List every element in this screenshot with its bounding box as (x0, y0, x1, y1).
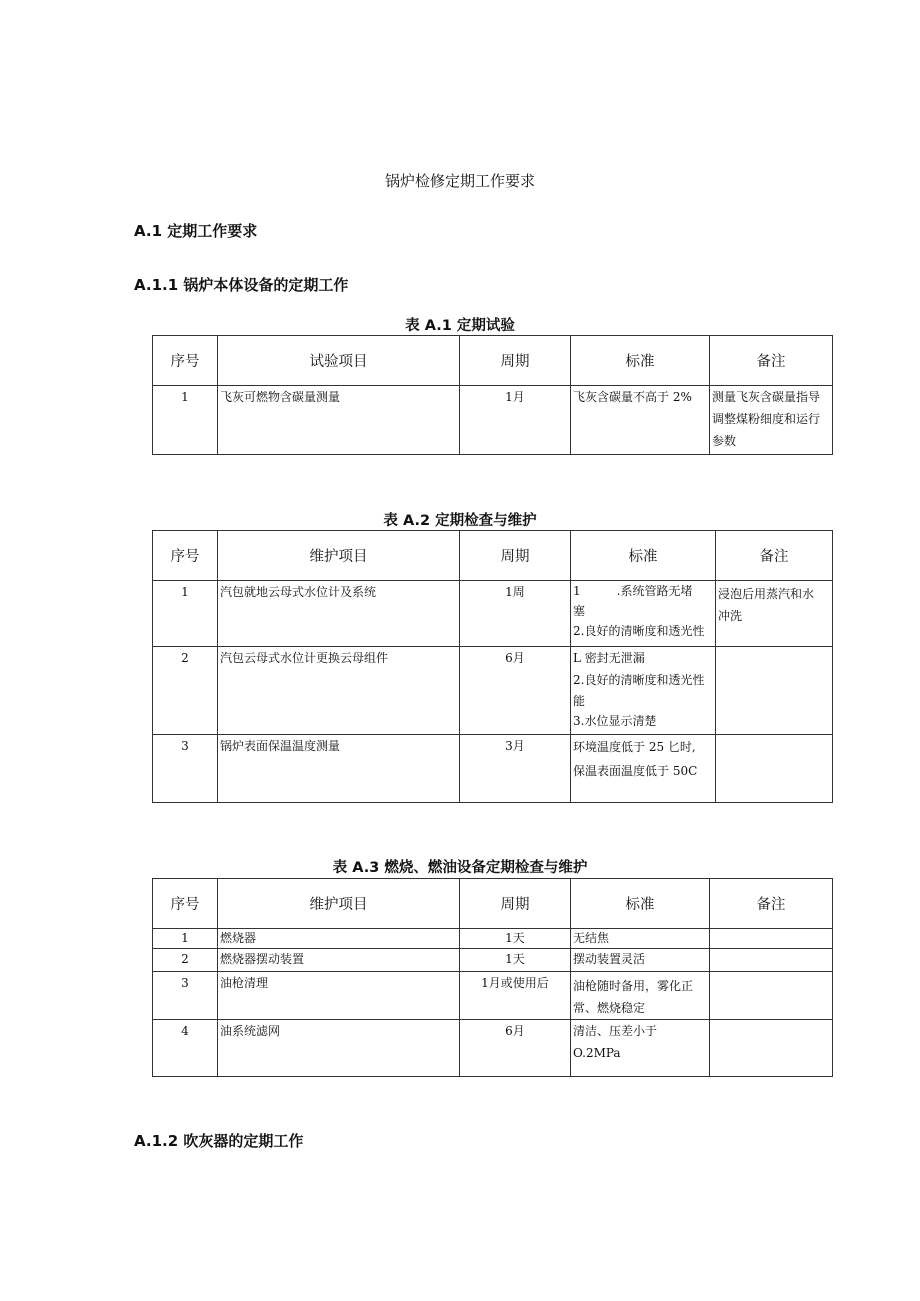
note-line: 冲洗 (718, 609, 743, 623)
standard-line: 1 .系统管路无堵 (573, 584, 693, 598)
table-row (153, 647, 833, 735)
cell-note (710, 972, 833, 1020)
cell-item: 汽包云母式水位计更换云母组件 (218, 647, 460, 735)
section-heading-a11: A.1.1 锅炉本体设备的定期工作 (134, 276, 349, 294)
table-a1-caption: 表 A.1 定期试验 (405, 318, 515, 334)
standard-line: 保温表面温度低于 50C (573, 764, 698, 778)
cell-item: 油系统滤网 (218, 1020, 460, 1077)
header-no: 序号 (153, 531, 218, 581)
header-no: 序号 (153, 336, 218, 386)
note-line: 浸泡后用蒸汽和水 (718, 587, 815, 601)
standard-line: L 密封无泄漏 (573, 651, 645, 665)
header-note: 备注 (710, 336, 833, 386)
cell-cycle: 3月 (460, 735, 571, 803)
header-standard: 标准 (571, 531, 716, 581)
table-row (153, 386, 833, 455)
standard-line: 飞灰含碳量不高于 2% (573, 390, 692, 404)
standard-line: 2.良好的清晰度和透光性 (573, 624, 705, 638)
cell-standard (571, 735, 716, 803)
table-row (153, 1020, 833, 1077)
standard-line: 油枪随时备用，雾化正 (573, 979, 694, 993)
cell-no: 1 (153, 386, 218, 455)
cell-no: 2 (153, 647, 218, 735)
cell-no: 2 (153, 949, 218, 972)
header-note: 备注 (710, 879, 833, 929)
cell-standard (571, 972, 710, 1020)
cell-no: 3 (153, 972, 218, 1020)
table-header-row (153, 879, 833, 929)
note-line: 调整煤粉细度和运行 (712, 412, 821, 426)
cell-cycle: 1月 (460, 386, 571, 455)
table-row (153, 929, 833, 949)
note-line: 参数 (712, 434, 737, 448)
standard-line: 塞 (573, 604, 586, 618)
header-standard: 标准 (571, 879, 710, 929)
cell-note (710, 929, 833, 949)
table-a2-caption: 表 A.2 定期检查与维护 (383, 513, 537, 529)
header-standard: 标准 (571, 336, 710, 386)
standard-line: 无结焦 (573, 931, 610, 945)
standard-line: 环境温度低于 25 匕时, (573, 740, 696, 754)
standard-line: O.2MPa (573, 1046, 621, 1060)
table-row (153, 735, 833, 803)
cell-standard (571, 581, 716, 647)
header-item: 试验项目 (218, 336, 460, 386)
cell-cycle: 1周 (460, 581, 571, 647)
header-note: 备注 (716, 531, 833, 581)
cell-no: 3 (153, 735, 218, 803)
cell-note (710, 386, 833, 455)
section-heading-a1: A.1 定期工作要求 (134, 222, 258, 240)
cell-item: 燃烧器 (218, 929, 460, 949)
cell-item: 飞灰可燃物含碳量测量 (218, 386, 460, 455)
cell-standard (571, 929, 710, 949)
standard-line: 3.水位显示清楚 (573, 714, 657, 728)
header-item: 维护项目 (218, 531, 460, 581)
header-cycle: 周期 (460, 879, 571, 929)
cell-standard (571, 386, 710, 455)
note-line: 测量飞灰含碳量指导 (712, 390, 821, 404)
table-row (153, 949, 833, 972)
table-row (153, 972, 833, 1020)
header-item: 维护项目 (218, 879, 460, 929)
table-row (153, 581, 833, 647)
table-a1 (152, 335, 833, 455)
cell-item: 油枪清理 (218, 972, 460, 1020)
cell-item: 锅炉表面保温温度测量 (218, 735, 460, 803)
cell-cycle: 1天 (460, 949, 571, 972)
cell-cycle: 6月 (460, 1020, 571, 1077)
cell-cycle: 1天 (460, 929, 571, 949)
cell-standard (571, 647, 716, 735)
table-header-row (153, 531, 833, 581)
cell-note (716, 581, 833, 647)
cell-note (710, 949, 833, 972)
header-cycle: 周期 (460, 336, 571, 386)
standard-line: 清洁、压差小于 (573, 1024, 658, 1038)
header-no: 序号 (153, 879, 218, 929)
cell-note (716, 647, 833, 735)
cell-note (710, 1020, 833, 1077)
standard-line: 常、燃烧稳定 (573, 1001, 646, 1015)
table-a2 (152, 530, 833, 803)
standard-line: 摆动装置灵活 (573, 952, 646, 966)
cell-item: 燃烧器摆动装置 (218, 949, 460, 972)
cell-no: 1 (153, 929, 218, 949)
table-a3-caption: 表 A.3 燃烧、燃油设备定期检查与维护 (332, 860, 588, 876)
section-heading-a12: A.1.2 吹灰器的定期工作 (134, 1132, 304, 1150)
table-a3 (152, 878, 833, 1077)
table-header-row (153, 336, 833, 386)
cell-no: 1 (153, 581, 218, 647)
cell-note (716, 735, 833, 803)
standard-line: 2.良好的清晰度和透光性 (573, 673, 705, 687)
standard-line: 能 (573, 694, 586, 708)
cell-no: 4 (153, 1020, 218, 1077)
header-cycle: 周期 (460, 531, 571, 581)
cell-standard (571, 949, 710, 972)
cell-cycle: 6月 (460, 647, 571, 735)
cell-cycle: 1月或使用后 (460, 972, 571, 1020)
document-title: 锅炉检修定期工作要求 (384, 172, 535, 190)
cell-item: 汽包就地云母式水位计及系统 (218, 581, 460, 647)
cell-standard (571, 1020, 710, 1077)
